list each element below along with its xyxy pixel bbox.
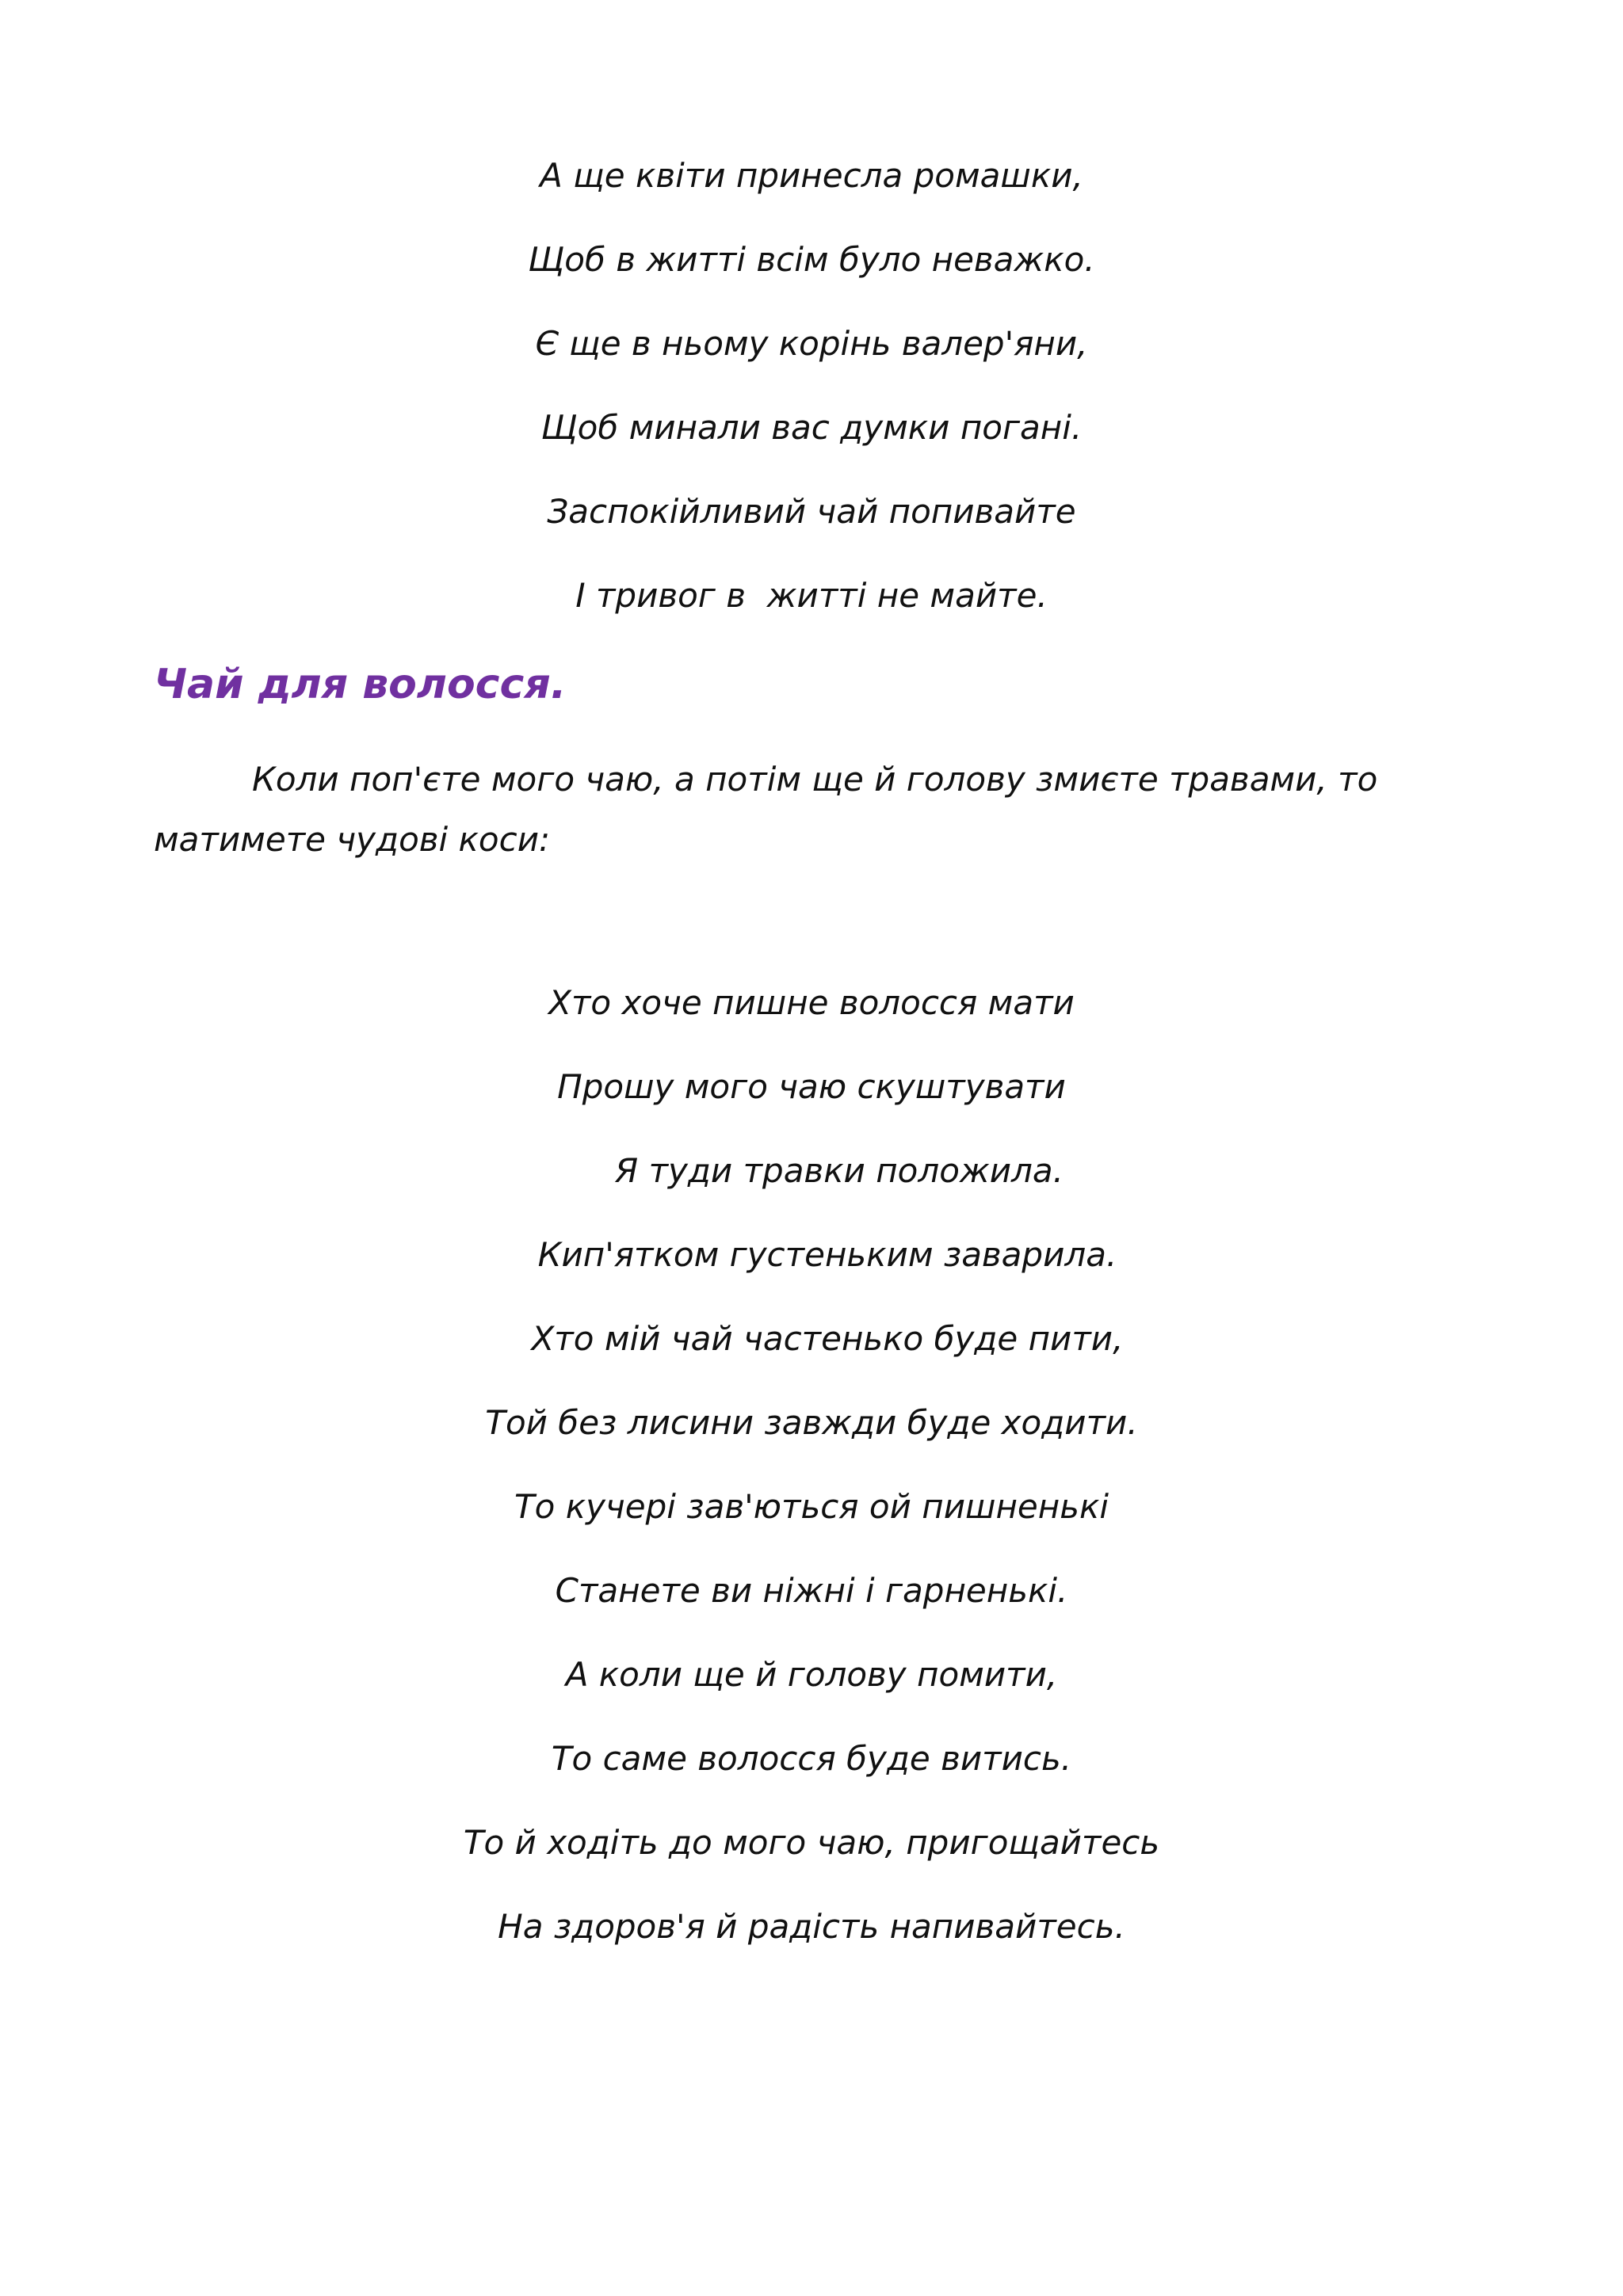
poem-line: Є ще в ньому корінь валер'яни,	[535, 324, 1088, 363]
poem-line: А коли ще й голову помити,	[565, 1655, 1058, 1694]
intro-paragraph-line-1: Коли поп'єте мого чаю, а потім ще й голову змиєте травами, то	[252, 760, 1378, 799]
poem-line: На здоров'я й радість напивайтесь.	[498, 1907, 1125, 1946]
poem-line: То й ходіть до мого чаю, пригощайтесь	[463, 1823, 1160, 1862]
poem-line: То саме волосся буде витись.	[551, 1739, 1072, 1778]
poem-line: Станете ви ніжні і гарненькі.	[555, 1571, 1068, 1610]
poem-line: Прошу мого чаю скуштувати	[557, 1067, 1066, 1106]
poem-line: І тривог в житті не майте.	[575, 576, 1048, 615]
intro-paragraph-line-2: матимете чудові коси:	[154, 820, 551, 859]
poem-line: Щоб минали вас думки погані.	[540, 408, 1083, 447]
section-heading: Чай для волосся.	[154, 661, 567, 708]
poem-line: Хто мій чай частенько буде пити,	[531, 1319, 1124, 1358]
poem-line: То кучері зав'ються ой пишненькі	[514, 1487, 1109, 1526]
poem-line: Щоб в житті всім було неважко.	[528, 240, 1095, 279]
poem-line: Я туди травки положила.	[615, 1151, 1064, 1190]
poem-line: Заспокійливий чай попивайте	[547, 492, 1076, 531]
poem-line: Хто хоче пишне волосся мати	[548, 983, 1075, 1022]
poem-line: А ще квіти принесла ромашки,	[540, 156, 1083, 195]
poem-line: Кип'ятком густеньким заварила.	[537, 1235, 1117, 1274]
poem-line: Той без лисини завжди буде ходити.	[485, 1403, 1138, 1442]
